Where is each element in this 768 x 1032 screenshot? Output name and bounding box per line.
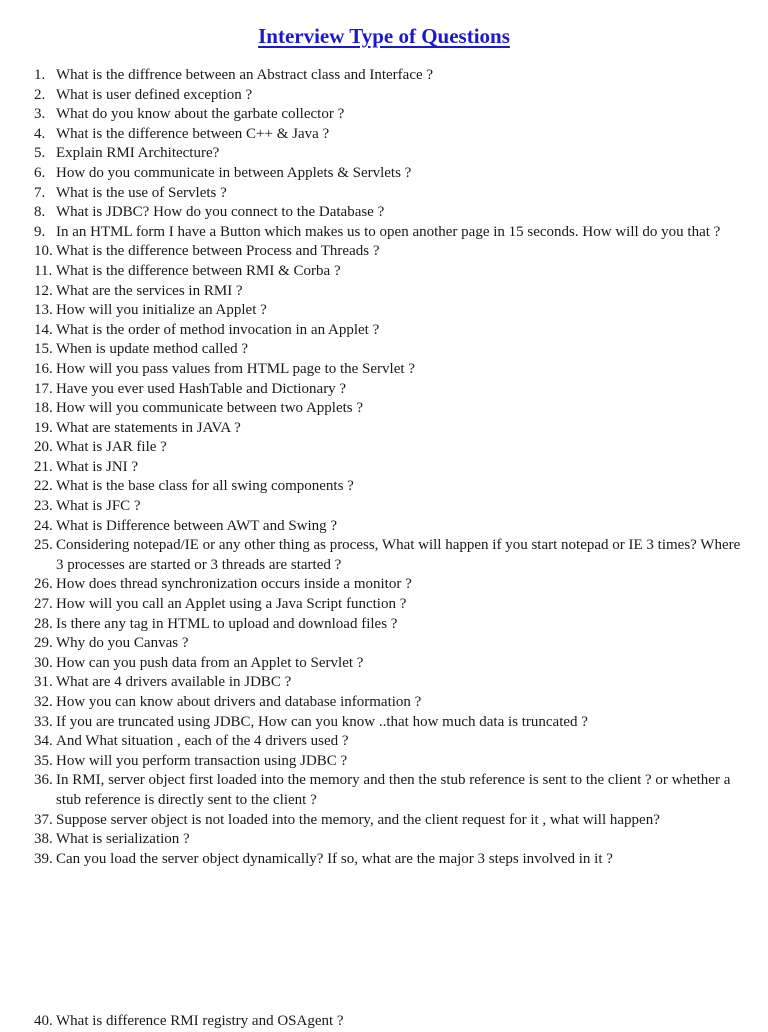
question-item	[34, 575, 746, 595]
question-item	[34, 497, 746, 517]
question-item	[34, 223, 746, 243]
question-text: And What situation , each of the 4 drivers used ?	[56, 733, 349, 750]
question-text: Explain RMI Architecture?	[56, 145, 220, 162]
question-item	[34, 164, 746, 184]
question-text: Considering notepad/IE or any other thing as process, What will happen if you start notepad or IE 3 times? Where 3 processes are started or 3 threads are started ?	[56, 537, 741, 573]
question-item	[34, 321, 746, 341]
cut-off-question	[34, 1012, 746, 1032]
question-text: What is the difference between C++ & Java ?	[56, 125, 330, 142]
question-number: 23.	[34, 498, 53, 515]
question-item	[34, 654, 746, 674]
question-item	[34, 850, 746, 870]
question-text: What is the difference between Process and Threads ?	[56, 243, 380, 260]
question-item	[34, 595, 746, 615]
question-number: 22.	[34, 478, 53, 495]
question-text: What are the services in RMI ?	[56, 282, 243, 299]
question-item	[34, 615, 746, 635]
question-number: 7.	[34, 184, 46, 201]
question-text: What is Difference between AWT and Swing ?	[56, 517, 338, 534]
question-text: If you are truncated using JDBC, How can you know ..that how much data is truncated ?	[56, 713, 588, 730]
title-text: Interview Type of Questions	[258, 24, 510, 48]
question-item	[34, 380, 746, 400]
question-number: 3.	[34, 106, 46, 123]
question-item	[34, 242, 746, 262]
question-item	[34, 830, 746, 850]
question-item	[34, 732, 746, 752]
question-item	[34, 713, 746, 733]
question-text: Why do you Canvas ?	[56, 635, 189, 652]
question-text: Is there any tag in HTML to upload and download files ?	[56, 615, 398, 632]
question-number: 8.	[34, 204, 46, 221]
question-number: 40.	[34, 1013, 53, 1029]
question-text: What do you know about the garbate collector ?	[56, 106, 345, 123]
question-list	[34, 66, 746, 869]
question-text: What is the order of method invocation in an Applet ?	[56, 321, 380, 338]
question-number: 27.	[34, 596, 53, 613]
question-number: 11.	[34, 262, 53, 279]
question-number: 35.	[34, 752, 53, 769]
question-number: 16.	[34, 360, 53, 377]
question-text: How can you push data from an Applet to Servlet ?	[56, 654, 364, 671]
question-number: 24.	[34, 517, 53, 534]
question-text: How does thread synchronization occurs inside a monitor ?	[56, 576, 412, 593]
question-text: What is serialization ?	[56, 831, 190, 848]
question-number: 30.	[34, 654, 53, 671]
question-number: 6.	[34, 164, 46, 181]
question-number: 2.	[34, 86, 46, 103]
question-number: 32.	[34, 694, 53, 710]
question-item	[34, 262, 746, 282]
question-text: How you can know about drivers and database information ?	[56, 694, 422, 710]
question-number: 39.	[34, 850, 53, 867]
question-text: Can you load the server object dynamically? If so, what are the major 3 steps involved in it ?	[56, 850, 613, 867]
question-item	[34, 477, 746, 497]
question-number: 21.	[34, 458, 53, 475]
question-text: What is JDBC? How do you connect to the Database ?	[56, 204, 385, 221]
page-title	[0, 22, 768, 50]
question-text: Have you ever used HashTable and Dictionary ?	[56, 380, 347, 397]
question-number: 25.	[34, 537, 53, 554]
question-number: 33.	[34, 713, 53, 730]
question-text: How will you perform transaction using JDBC ?	[56, 752, 348, 769]
question-text: What is user defined exception ?	[56, 86, 253, 103]
question-text: What is JFC ?	[56, 498, 141, 515]
question-item	[34, 517, 746, 537]
question-item	[34, 360, 746, 380]
question-text: What are 4 drivers available in JDBC ?	[56, 674, 292, 691]
question-item	[34, 811, 746, 831]
question-item	[34, 693, 746, 713]
question-number: 17.	[34, 380, 53, 397]
question-item	[34, 66, 746, 86]
question-number: 19.	[34, 419, 53, 436]
question-number: 29.	[34, 635, 53, 652]
question-number: 13.	[34, 302, 53, 319]
question-number: 9.	[34, 223, 46, 240]
question-item	[34, 536, 746, 575]
question-text: What is JAR file ?	[56, 439, 167, 456]
question-text: What is the diffrence between an Abstract class and Interface ?	[56, 67, 434, 83]
question-number: 38.	[34, 831, 53, 848]
question-text: How do you communicate in between Applets & Servlets ?	[56, 164, 412, 181]
question-number: 34.	[34, 733, 53, 750]
question-number: 37.	[34, 811, 53, 828]
question-item	[34, 634, 746, 654]
question-text: In an HTML form I have a Button which makes us to open another page in 15 seconds. How will do you that ?	[56, 223, 721, 240]
question-text: Suppose server object is not loaded into the memory, and the client request for it , what will happen?	[56, 811, 660, 828]
question-item	[34, 144, 746, 164]
question-text: What is the use of Servlets ?	[56, 184, 227, 201]
question-item	[34, 340, 746, 360]
question-item	[34, 184, 746, 204]
question-item	[34, 282, 746, 302]
question-number: 28.	[34, 615, 53, 632]
question-number: 36.	[34, 772, 53, 789]
question-text: What are statements in JAVA ?	[56, 419, 241, 436]
question-number: 26.	[34, 576, 53, 593]
question-number: 14.	[34, 321, 53, 338]
question-number: 31.	[34, 674, 53, 691]
question-number: 10.	[34, 243, 53, 260]
question-number: 20.	[34, 439, 53, 456]
question-text: What is JNI ?	[56, 458, 139, 475]
question-text: How will you pass values from HTML page to the Servlet ?	[56, 360, 415, 377]
question-item	[34, 438, 746, 458]
question-item	[34, 771, 746, 810]
question-item	[34, 458, 746, 478]
question-text: What is the difference between RMI & Corba ?	[56, 262, 341, 279]
question-number: 12.	[34, 282, 53, 299]
question-item	[34, 105, 746, 125]
question-number: 4.	[34, 125, 46, 142]
question-text: What is the base class for all swing components ?	[56, 478, 354, 495]
question-text: When is update method called ?	[56, 341, 249, 358]
question-item	[34, 419, 746, 439]
question-item	[34, 399, 746, 419]
question-item	[34, 673, 746, 693]
question-item	[34, 752, 746, 772]
question-text: How will you initialize an Applet ?	[56, 302, 267, 319]
question-text: In RMI, server object first loaded into the memory and then the stub reference is sent to the client ? or whether a stub reference is directly sent to the client ?	[56, 772, 731, 808]
question-item	[34, 125, 746, 145]
question-text: What is difference RMI registry and OSAgent ?	[56, 1013, 344, 1029]
question-item	[34, 86, 746, 106]
question-number: 18.	[34, 400, 53, 417]
question-text: How will you communicate between two Applets ?	[56, 400, 364, 417]
question-text: How will you call an Applet using a Java Script function ?	[56, 596, 407, 613]
question-number: 15.	[34, 341, 53, 358]
question-number: 1.	[34, 67, 46, 83]
question-item	[34, 301, 746, 321]
question-item	[34, 203, 746, 223]
question-number: 5.	[34, 145, 46, 162]
